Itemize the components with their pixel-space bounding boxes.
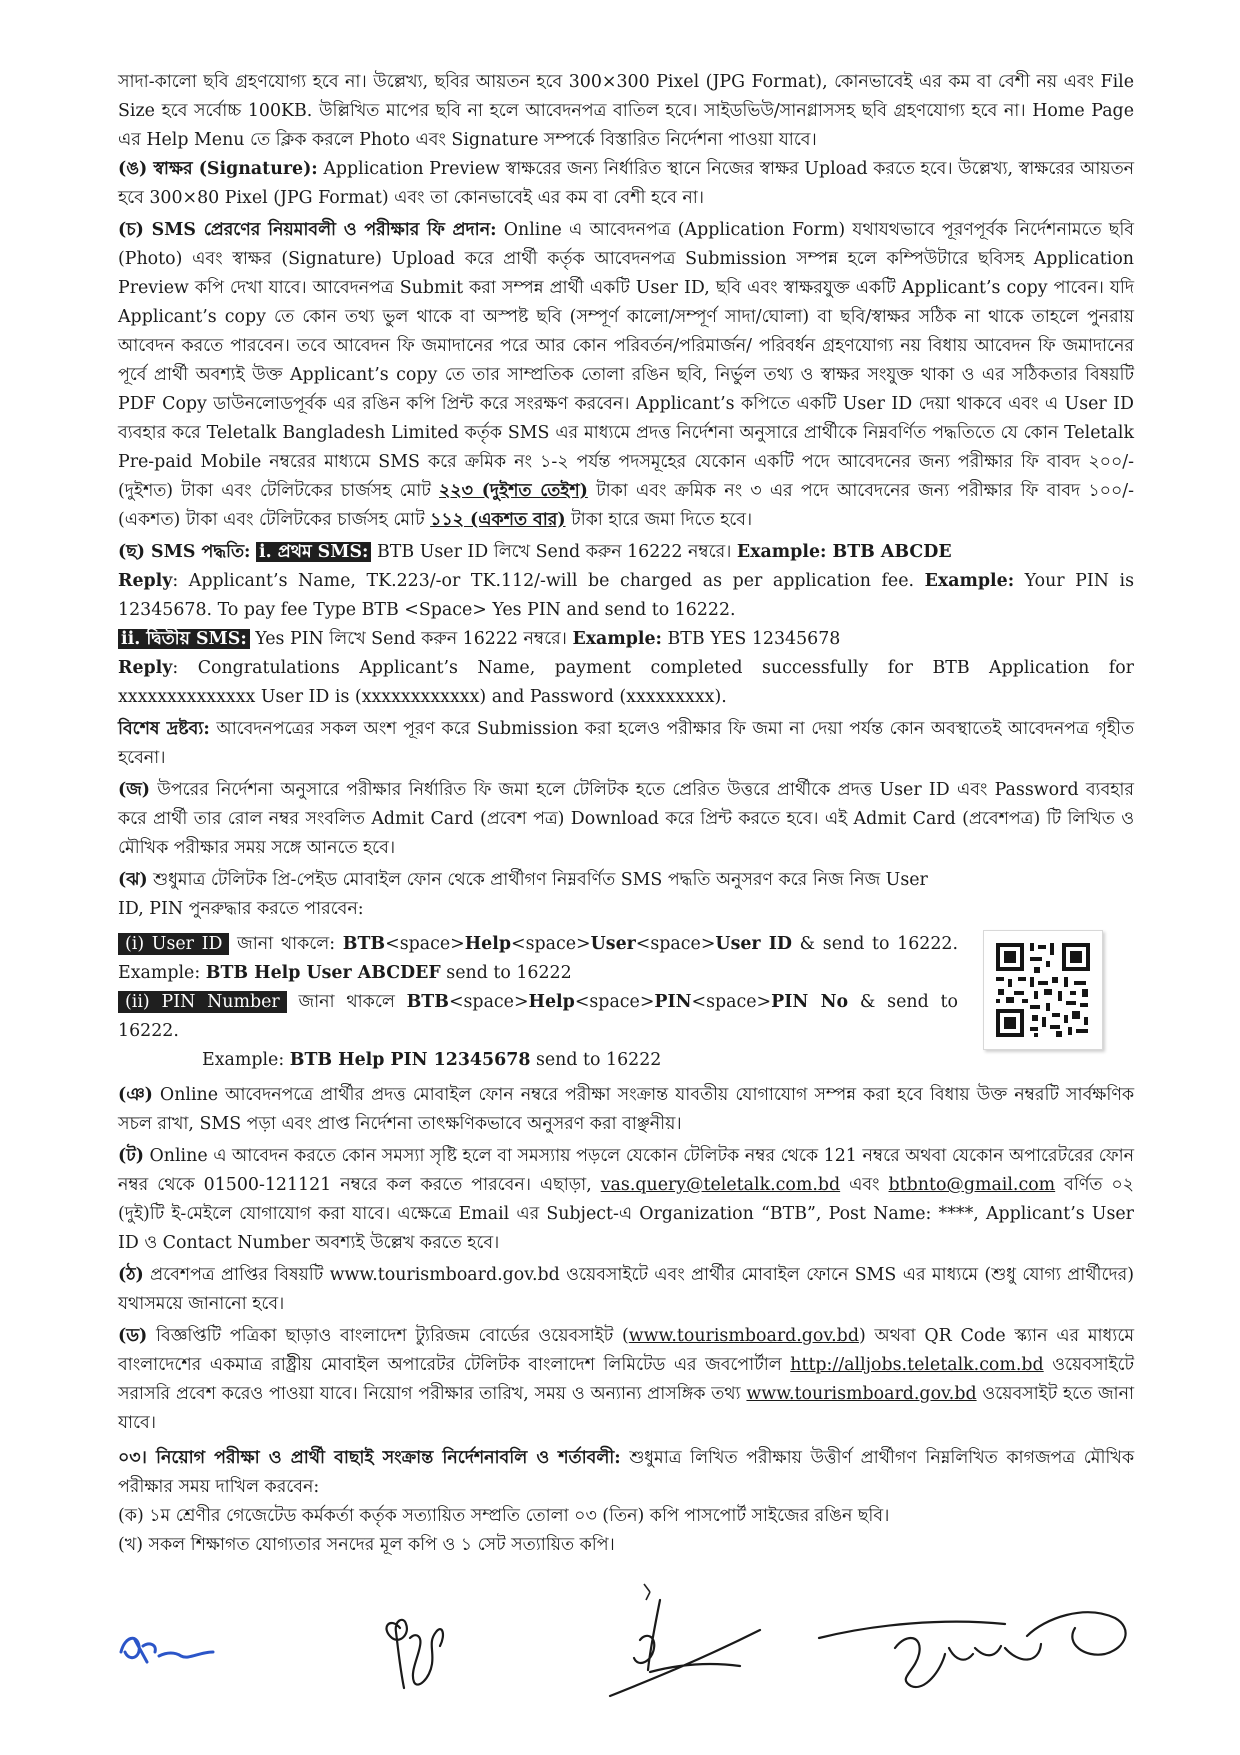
recovery-pin-example: [118, 1046, 958, 1075]
cmd-part: User ID: [715, 934, 792, 954]
reply-text: : Congratulations Applicant’s Name, payment completed successfully for BTB Application for xxxxxxxxxxxxxx User ID is (xxxxxxxxxxxx) and Password (xxxxxxxxx).: [118, 658, 1134, 707]
para-text: Online এ আবেদন করতে কোন সমস্যা সৃষ্টি হলে বা সমস্যায় পড়লে যেকোন টেলিটক নম্বর থেকে 121 নম্বরে অথবা যেকোন অপারেটরের ফোন নম্বর থেকে 01500-121121 নম্বরে কল করতে পারবেন। এছাড়া,: [118, 1146, 1134, 1195]
cmd-part: PIN No: [771, 992, 849, 1012]
jobportal-link[interactable]: http://alljobs.teletalk.com.bd: [790, 1355, 1044, 1375]
para-text: ওয়েবসাইটে সরাসরি প্রবেশ করেও পাওয়া যাবে। নিয়োগ পরীক্ষার তারিখ, সময় ও অন্যান্য প্রাসঙ্গিক তথ্য: [118, 1355, 1134, 1404]
sms-step-2: [118, 625, 1134, 654]
para-text: Online আবেদনপত্রে প্রার্থীর প্রদত্ত মোবাইল ফোন নম্বরে পরীক্ষা সংক্রান্ত যাবতীয় যোগাযোগ সম্পন্ন করা হবে বিধায় উক্ত নম্বরটি সার্বক্ষণিক সচল রাখা, SMS পড়া এবং প্রাপ্ত নির্দেশনা তাৎক্ষণিকভাবে অনুসরণ করা বাঞ্ছনীয়।: [118, 1085, 1134, 1134]
para-contact-number: [118, 1081, 1134, 1139]
signature-icon: [590, 1590, 780, 1710]
sms-reply-2: [118, 654, 1134, 712]
para-text: Application Preview স্বাক্ষরের জন্য নির্ধারিত স্থানে নিজের স্বাক্ষর Upload করতে হবে। উল্লেখ্য, স্বাক্ষরের আয়তন হবে 300×80 Pixel (JPG Format) এবং তা কোনভাবেই এর কম বা বেশী হবে না।: [118, 159, 1135, 208]
para-text: বর্ণিত ০২ (দুই)টি ই-মেইলে যোগাযোগ করা যাবে। এক্ষেত্রে Email এর Subject-এ Organization “BTB”, Post Name: ****, Applicant’s User ID ও Contact Number অবশ্যই উল্লেখ করতে হবে।: [118, 1175, 1134, 1253]
para-text: বিজ্ঞপ্তিটি পত্রিকা ছাড়াও বাংলাদেশ ট্যুরিজম বোর্ডের ওয়েবসাইট (: [147, 1326, 629, 1346]
para-label: (ঙ) স্বাক্ষর (Signature):: [118, 159, 318, 179]
sms-step-1-text: BTB User ID লিখে Send করুন 16222 নম্বরে।: [371, 542, 737, 562]
para-line: সাদা-কালো ছবি গ্রহণযোগ্য হবে না। উল্লেখ্য, ছবির আয়তন হবে 300×300 Pixel (JPG Format), কোনভাবেই এর কম বা বেশী নয় এবং: [118, 72, 1094, 92]
requirement-item-kha: [118, 1531, 1134, 1560]
para-label: (ঝ): [118, 870, 148, 890]
reply-label: Reply: [118, 571, 173, 591]
qr-code-icon[interactable]: [983, 930, 1103, 1050]
website-link[interactable]: www.tourismboard.gov.bd: [746, 1384, 977, 1404]
para-label: (ট): [118, 1146, 144, 1166]
option-text: send to 16222: [530, 1050, 662, 1070]
para-label: (ঠ): [118, 1265, 144, 1285]
para-website: [118, 1322, 1134, 1438]
sms-step-2-text: Yes PIN লিখে Send করুন 16222 নম্বরে।: [249, 629, 573, 649]
reply-text: Your PIN is 12345678. To pay fee Type BTB <Space> Yes PIN and send to 16222.: [118, 571, 1134, 620]
reply-label: Reply: [118, 658, 173, 678]
option-text: & send to 16222. Example:: [118, 934, 958, 983]
note-text: আবেদনপত্রের সকল অংশ পূরণ করে Submission করা হলেও পরীক্ষার ফি জমা না দেয়া পর্যন্ত কোন অবস্থাতেই আবেদনপত্র গৃহীত হবেনা।: [118, 719, 1135, 768]
cmd-space: <space>: [385, 934, 465, 954]
para-text: উপরের নির্দেশনা অনুসারে পরীক্ষার নির্ধারিত ফি জমা হলে টেলিটক হতে প্রেরিত উত্তরে প্রার্থীকে প্রদত্ত User ID এবং Password ব্যবহার করে প্রার্থী তার রোল নম্বর সংবলিত Admit Card (প্রবেশ পত্র) Download করে প্রিন্ট করতে হবে। এই Admit Card (প্রবেশপত্র) টি লিখিত ও মৌখিক পরীক্ষার সময় সঙ্গে আনতে হবে।: [118, 780, 1134, 858]
para-recovery: [118, 866, 958, 1075]
option-user-id-tag: (i) User ID: [118, 933, 229, 955]
signature-icon: [815, 1588, 1145, 1698]
cmd-part: PIN: [654, 992, 692, 1012]
website-link[interactable]: www.tourismboard.gov.bd: [628, 1326, 859, 1346]
cmd-part: User: [590, 934, 636, 954]
cmd-part: BTB: [342, 934, 386, 954]
para-text: ) অথবা QR Code স্ক্যান এর মাধ্যমে বাংলাদেশের একমাত্র রাষ্ট্রীয় মোবাইল অপারেটর টেলিটক বাংলাদেশ লিমিটেড এর জবপোর্টাল: [118, 1326, 1134, 1375]
sms-step-1-tag: i. প্রথম SMS:: [256, 542, 371, 562]
para-signature: [118, 155, 1134, 213]
cmd-space: <space>: [574, 992, 655, 1012]
para-ka-continued: [118, 68, 1134, 155]
cmd-part: Help: [528, 992, 575, 1012]
cmd-space: <space>: [691, 992, 772, 1012]
para-text: ওয়েবসাইট হতে জানা যাবে।: [118, 1384, 1135, 1433]
recovery-intro: [118, 866, 958, 924]
para-label: (চ) SMS প্রেরণের নিয়মাবলী ও পরীক্ষার ফি প্রদান:: [118, 220, 497, 240]
requirement-text: (খ) সকল শিক্ষাগত যোগ্যতার সনদের মূল কপি ও ১ সেট সত্যায়িত কপি।: [118, 1535, 615, 1555]
cmd-space: <space>: [511, 934, 591, 954]
para-line: File Size হবে সর্বোচ্চ 100KB. উল্লিখিত মাপের ছবি না হলে আবেদনপত্র বাতিল হবে। সাইডভিউ/সানগ্লাসসহ ছবি গ্রহণযোগ্য হবে না।: [118, 72, 1135, 121]
cmd-space: <space>: [635, 934, 716, 954]
cmd-space: <space>: [448, 992, 529, 1012]
sms-reply-1: [118, 567, 1134, 625]
example-label: Example:: [924, 571, 1015, 591]
section-label: ০৩। নিয়োগ পরীক্ষা ও প্রার্থী বাছাই সংক্রান্ত নির্দেশনাবলি ও শর্তাবলী:: [118, 1448, 621, 1468]
option-example: BTB Help PIN 12345678: [289, 1050, 531, 1070]
reply-text: : Applicant’s Name, TK.223/-or TK.112/-will be charged as per application fee.: [172, 571, 925, 591]
sms-step-2-example: BTB YES 12345678: [661, 629, 841, 649]
para-sms-rules: [118, 216, 1134, 535]
para-text: টাকা হারে জমা দিতে হবে।: [565, 510, 753, 530]
para-admit-notice: [118, 1261, 1134, 1319]
para-label: (ছ) SMS পদ্ধতি:: [118, 542, 251, 562]
special-note: [118, 715, 1134, 773]
para-text: প্রবেশপত্র প্রাপ্তির বিষয়টি www.tourismboard.gov.bd ওয়েবসাইটে এবং প্রার্থীর মোবাইল ফোনে SMS এর মাধ্যমে (শুধু যোগ্য প্রার্থীদের) যথাসময়ে জানানো হবে।: [118, 1265, 1134, 1314]
note-label: বিশেষ দ্রষ্টব্য:: [118, 719, 210, 739]
para-label: (ঞ): [118, 1085, 153, 1105]
cmd-part: BTB: [406, 992, 449, 1012]
para-text: Online এ আবেদনপত্র (Application Form) যথাযথভাবে পূরণপূর্বক নির্দেশনামতে ছবি (Photo) এবং স্বাক্ষর (Signature) Upload করে প্রার্থী কর্তৃক আবেদনপত্র Submission সম্পন্ন হলে কম্পিউটারে ছবিসহ Application Preview কপি দেখা যাবে। আবেদনপত্র Submit করা সম্পন্ন প্রার্থী একটি User ID, ছবি এবং স্বাক্ষরযুক্ত একটি Applicant’s copy পাবেন। যদি Applicant’s copy তে কোন তথ্য ভুল থাকে বা অস্পষ্ট ছবি (সম্পূর্ণ কালো/সম্পূর্ণ সাদা/ঘোলা) বা ছবি/স্বাক্ষর সঠিক না থাকে তাহলে পুনরায় আবেদন করতে পারবেন। তবে আবেদন ফি জমাদানের পরে আর কোন পরিবর্তন/পরিমার্জন/ পরিবর্ধন গ্রহণযোগ্য নয় বিধায় আবেদন ফি জমাদানের পূর্বে প্রার্থী অবশ্যই উক্ত Applicant’s copy তে তার সাম্প্রতিক তোলা রঙিন ছবি, নির্ভুল তথ্য ও স্বাক্ষর সংযুক্ত থাকা ও এর সঠিকতার বিষয়টি PDF Copy ডাউনলোডপূর্বক এর রঙিন কপি প্রিন্ট করে সংরক্ষণ করবেন। Applicant’s কপিতে একটি User ID দেয়া থাকবে এবং এ User ID ব্যবহার করে Teletalk Bangladesh Limited কর্তৃক SMS এর মাধ্যমে প্রদত্ত নির্দেশনা অনুসারে প্রার্থীকে নিম্নবর্ণিত পদ্ধতিতে যে কোন Teletalk Pre-paid Mobile নম্বরের মাধ্যমে SMS করে ক্রমিক নং ১-২ পর্যন্ত পদসমূহের যেকোন একটি পদে আবেদনের জন্য পরীক্ষার ফি বাবদ ২০০/-(দুইশত) টাকা এবং টেলিটকের চার্জসহ মোট: [118, 220, 1135, 501]
signature-icon: [115, 1622, 225, 1680]
example-label: Example:: [736, 542, 827, 562]
qr-code-graphic: [984, 931, 1102, 1049]
fee-amount-2: ১১২ (একশত বার): [430, 510, 566, 530]
option-text: & send to 16222.: [118, 992, 958, 1041]
section-text: শুধুমাত্র লিখিত পরীক্ষায় উত্তীর্ণ প্রার্থীগণ নিম্নলিখিত কাগজপত্র মৌখিক পরীক্ষার সময় দাখিল করবেন:: [118, 1448, 1134, 1497]
option-pin-tag: (ii) PIN Number: [118, 991, 287, 1013]
sms-step-2-tag: ii. দ্বিতীয় SMS:: [118, 629, 250, 649]
cmd-part: Help: [464, 934, 511, 954]
para-label: (ড): [118, 1326, 148, 1346]
option-text: জানা থাকলে:: [229, 934, 343, 954]
para-label: (জ): [118, 780, 151, 800]
email-link-2[interactable]: btbnto@gmail.com: [888, 1175, 1056, 1195]
document-body: [118, 68, 1134, 1560]
signature-icon: [370, 1598, 490, 1708]
example-label: Example:: [202, 1050, 290, 1070]
para-admit-card: [118, 776, 1134, 863]
option-example: BTB Help User ABCDEF: [205, 963, 441, 983]
para-text: এবং: [840, 1175, 889, 1195]
section-03-heading: [118, 1444, 1134, 1502]
option-text: send to 16222: [440, 963, 572, 983]
para-text: টাকা এবং ক্রমিক নং ৩ এর পদে আবেদনের জন্য পরীক্ষার ফি বাবদ ১০০/-(একশত) টাকা এবং টেলিটকের চার্জসহ মোট: [118, 481, 1134, 530]
recovery-user-id: [118, 930, 958, 988]
fee-amount-1: ২২৩ (দুইশত তেইশ): [439, 481, 588, 501]
para-sms-method: [118, 538, 1134, 567]
requirement-text: (ক) ১ম শ্রেণীর গেজেটেড কর্মকর্তা কর্তৃক সত্যায়িত সম্প্রতি তোলা ০৩ (তিন) কপি পাসপোর্ট সাইজের রঙিন ছবি।: [118, 1506, 890, 1526]
sms-step-1-example: BTB ABCDE: [826, 542, 952, 562]
para-helpline: [118, 1142, 1134, 1258]
recovery-pin: [118, 988, 958, 1046]
para-line: Home Page এর Help Menu তে ক্লিক করলে Photo এবং Signature সম্পর্কে বিস্তারিত নির্দেশনা পাওয়া যাবে।: [118, 101, 1134, 150]
email-link-1[interactable]: vas.query@teletalk.com.bd: [600, 1175, 841, 1195]
requirement-item-ka: [118, 1502, 1134, 1531]
option-text: জানা থাকলে: [286, 992, 407, 1012]
para-text: ID, PIN পুনরুদ্ধার করতে পারবেন:: [118, 899, 364, 919]
example-label: Example:: [572, 629, 662, 649]
para-text: শুধুমাত্র টেলিটক প্রি-পেইড মোবাইল ফোন থেকে প্রার্থীগণ নিম্নবর্ণিত SMS পদ্ধতি অনুসরণ করে নিজ নিজ User: [147, 870, 928, 890]
